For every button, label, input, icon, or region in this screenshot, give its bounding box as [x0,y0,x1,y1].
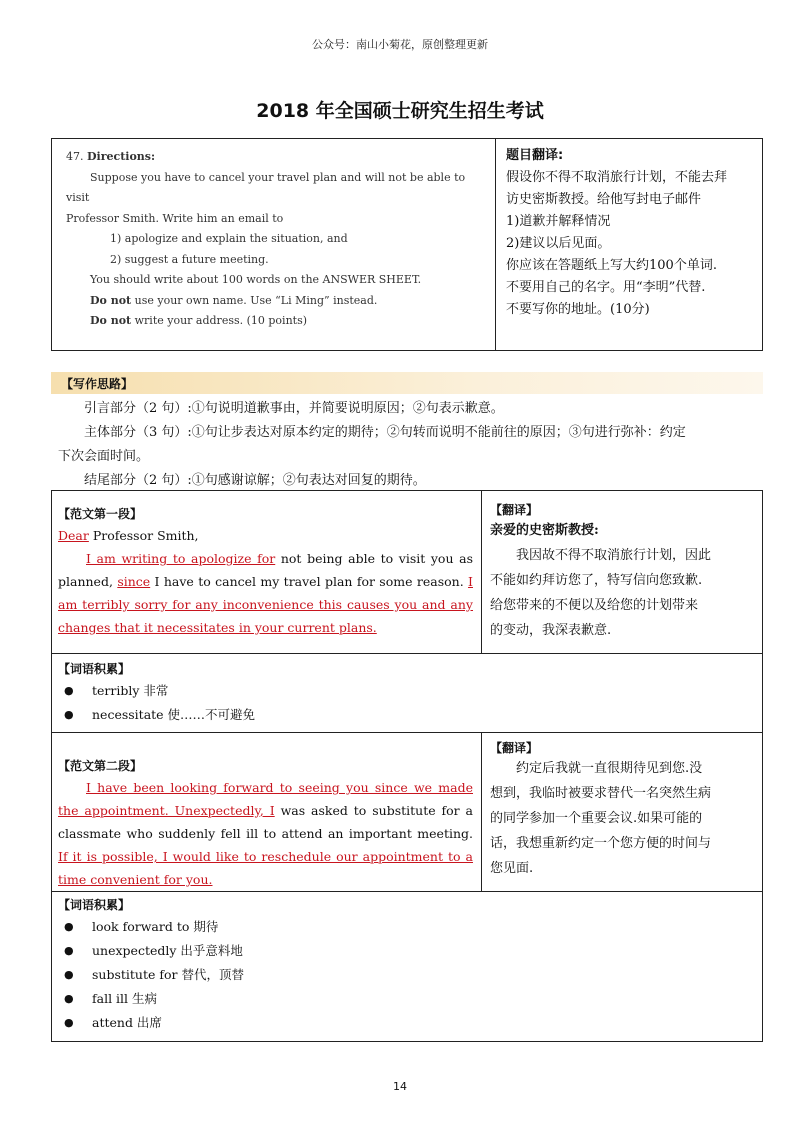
directions-number: 47. [66,150,84,163]
para2-trans-label: 【翻译】 [490,741,539,755]
para2-trans-line: 话，我想重新约定一个您方便的时间与 [490,836,712,851]
para1-trans-label: 【翻译】 [490,503,539,517]
para1-sentence1-highlight: I am writing to apologize for [86,551,276,566]
header-source: 公众号：南山小菊花，原创整理更新 [312,38,488,51]
intro-label: 引言部分（2 句）: [84,401,192,416]
directions-line: Suppose you have to cancel your travel plan and will not be able to visit [66,170,466,204]
directions-name-rest: use your own name. Use “Li Ming” instead. [131,293,378,307]
para1-trans-line: 亲爱的史密斯教授: [490,523,599,538]
directions-cell [52,139,496,351]
para2-translation-cell [482,733,763,892]
dear-word: Dear [58,528,89,543]
vocab1-cell [52,654,763,733]
translation-line: 1)道歉并解释情况 [506,214,611,229]
body-text: ①句让步表达对原本约定的期待；②句转而说明不能前往的原因；③句进行弥补：约定 [191,425,686,440]
para2-sentence2-highlight: If it is possible, I would like to reschedule our appointment to a time convenient for you. [58,849,473,887]
vocab2-list [58,915,754,1035]
directions-name-bold: Do not [90,293,132,307]
translation-line: 你应该在答题纸上写大约100个单词. [506,258,717,273]
para1-sentence2: I have to cancel my travel plan for some reason. [150,574,469,589]
body-cont: 下次会面时间。 [58,449,150,464]
translation-line: 不要用自己的名字。用“李明”代替. [506,280,706,295]
para1-label: 【范文第一段】 [58,507,143,521]
para1-trans-line: 不能如约拜访您了，特写信向您致歉. [490,573,703,588]
para1-sentence1-rest: not being able to visit you as planned, [58,551,473,589]
vocab-item: ● terribly 非常 [58,679,754,703]
essay-table [51,490,763,1042]
vocab1-list [58,679,754,727]
para2-trans-line: 想到，我临时被要求替代一名突然生病 [490,786,712,801]
directions-heading: Directions: [87,150,156,163]
translation-line: 假设你不得不取消旅行计划，不能去拜 [506,170,728,185]
para1-cell [52,491,482,654]
para2-sentence1-highlight: I have been looking forward to seeing you since we made the appointment. Unexpectedly, I [58,780,473,818]
directions-words: You should write about 100 words on the ANSWER SHEET. [90,273,422,286]
vocab-item: ● attend 出席 [58,1011,754,1035]
vocab-item: ● fall ill 生病 [58,987,754,1011]
para1-trans-line: 的变动，我深表歉意. [490,623,612,638]
para1-trans-line: 给您带来的不便以及给您的计划带来 [490,598,699,613]
vocab-item: ● necessitate 使……不可避免 [58,703,754,727]
para1-sentence3-highlight: I am terribly sorry for any inconvenience this causes you and any changes that it necessitates in your current plans. [58,574,473,635]
directions-item: 1) apologize and explain the situation, and [110,232,348,245]
since-word: since [117,574,151,589]
translation-cell [496,139,763,351]
page-title: 2018 年全国硕士研究生招生考试 [256,100,544,122]
directions-line: Professor Smith. Write him an email to [66,211,284,225]
vocab2-label: 【词语积累】 [58,898,131,912]
vocab-item: ● look forward to 期待 [58,915,754,939]
para1-trans-line: 我因故不得不取消旅行计划，因此 [516,548,712,563]
directions-item: 2) suggest a future meeting. [110,252,269,266]
para2-sentence1-rest: was asked to substitute for a classmate who suddenly fell ill to attend an important meeting. [58,803,473,841]
end-text: ①句感谢谅解；②句表达对回复的期待。 [191,473,426,488]
para2-label: 【范文第二段】 [58,759,143,773]
para1-translation-cell [482,491,763,654]
ideas-section [58,397,758,493]
translation-label: 题目翻译: [506,148,564,163]
salutation: Professor Smith, [88,528,199,543]
vocab2-cell [52,892,763,1042]
vocab1-label: 【词语积累】 [58,662,131,676]
intro-text: ①句说明道歉事由，并简要说明原因；②句表示歉意。 [191,401,504,416]
directions-addr-rest: write your address. (10 points) [131,314,308,327]
para2-cell [52,733,482,892]
para2-trans-line: 您见面. [490,861,534,876]
vocab-item: ● unexpectedly 出乎意料地 [58,939,754,963]
translation-line: 2)建议以后见面。 [506,236,611,251]
vocab-item: ● substitute for 替代，顶替 [58,963,754,987]
end-label: 结尾部分（2 句）: [84,473,192,488]
ideas-band [51,372,763,394]
directions-table [51,138,763,351]
para2-trans-line: 约定后我就一直很期待见到您.没 [516,761,703,776]
ideas-label: 【写作思路】 [61,377,134,391]
translation-line: 不要写你的地址。(10分) [506,302,650,317]
body-label: 主体部分（3 句）: [84,425,192,440]
directions-addr-bold: Do not [90,314,132,327]
page-number: 14 [393,1080,407,1093]
translation-line: 访史密斯教授。给他写封电子邮件 [506,192,702,207]
para2-trans-line: 的同学参加一个重要会议.如果可能的 [490,811,703,826]
